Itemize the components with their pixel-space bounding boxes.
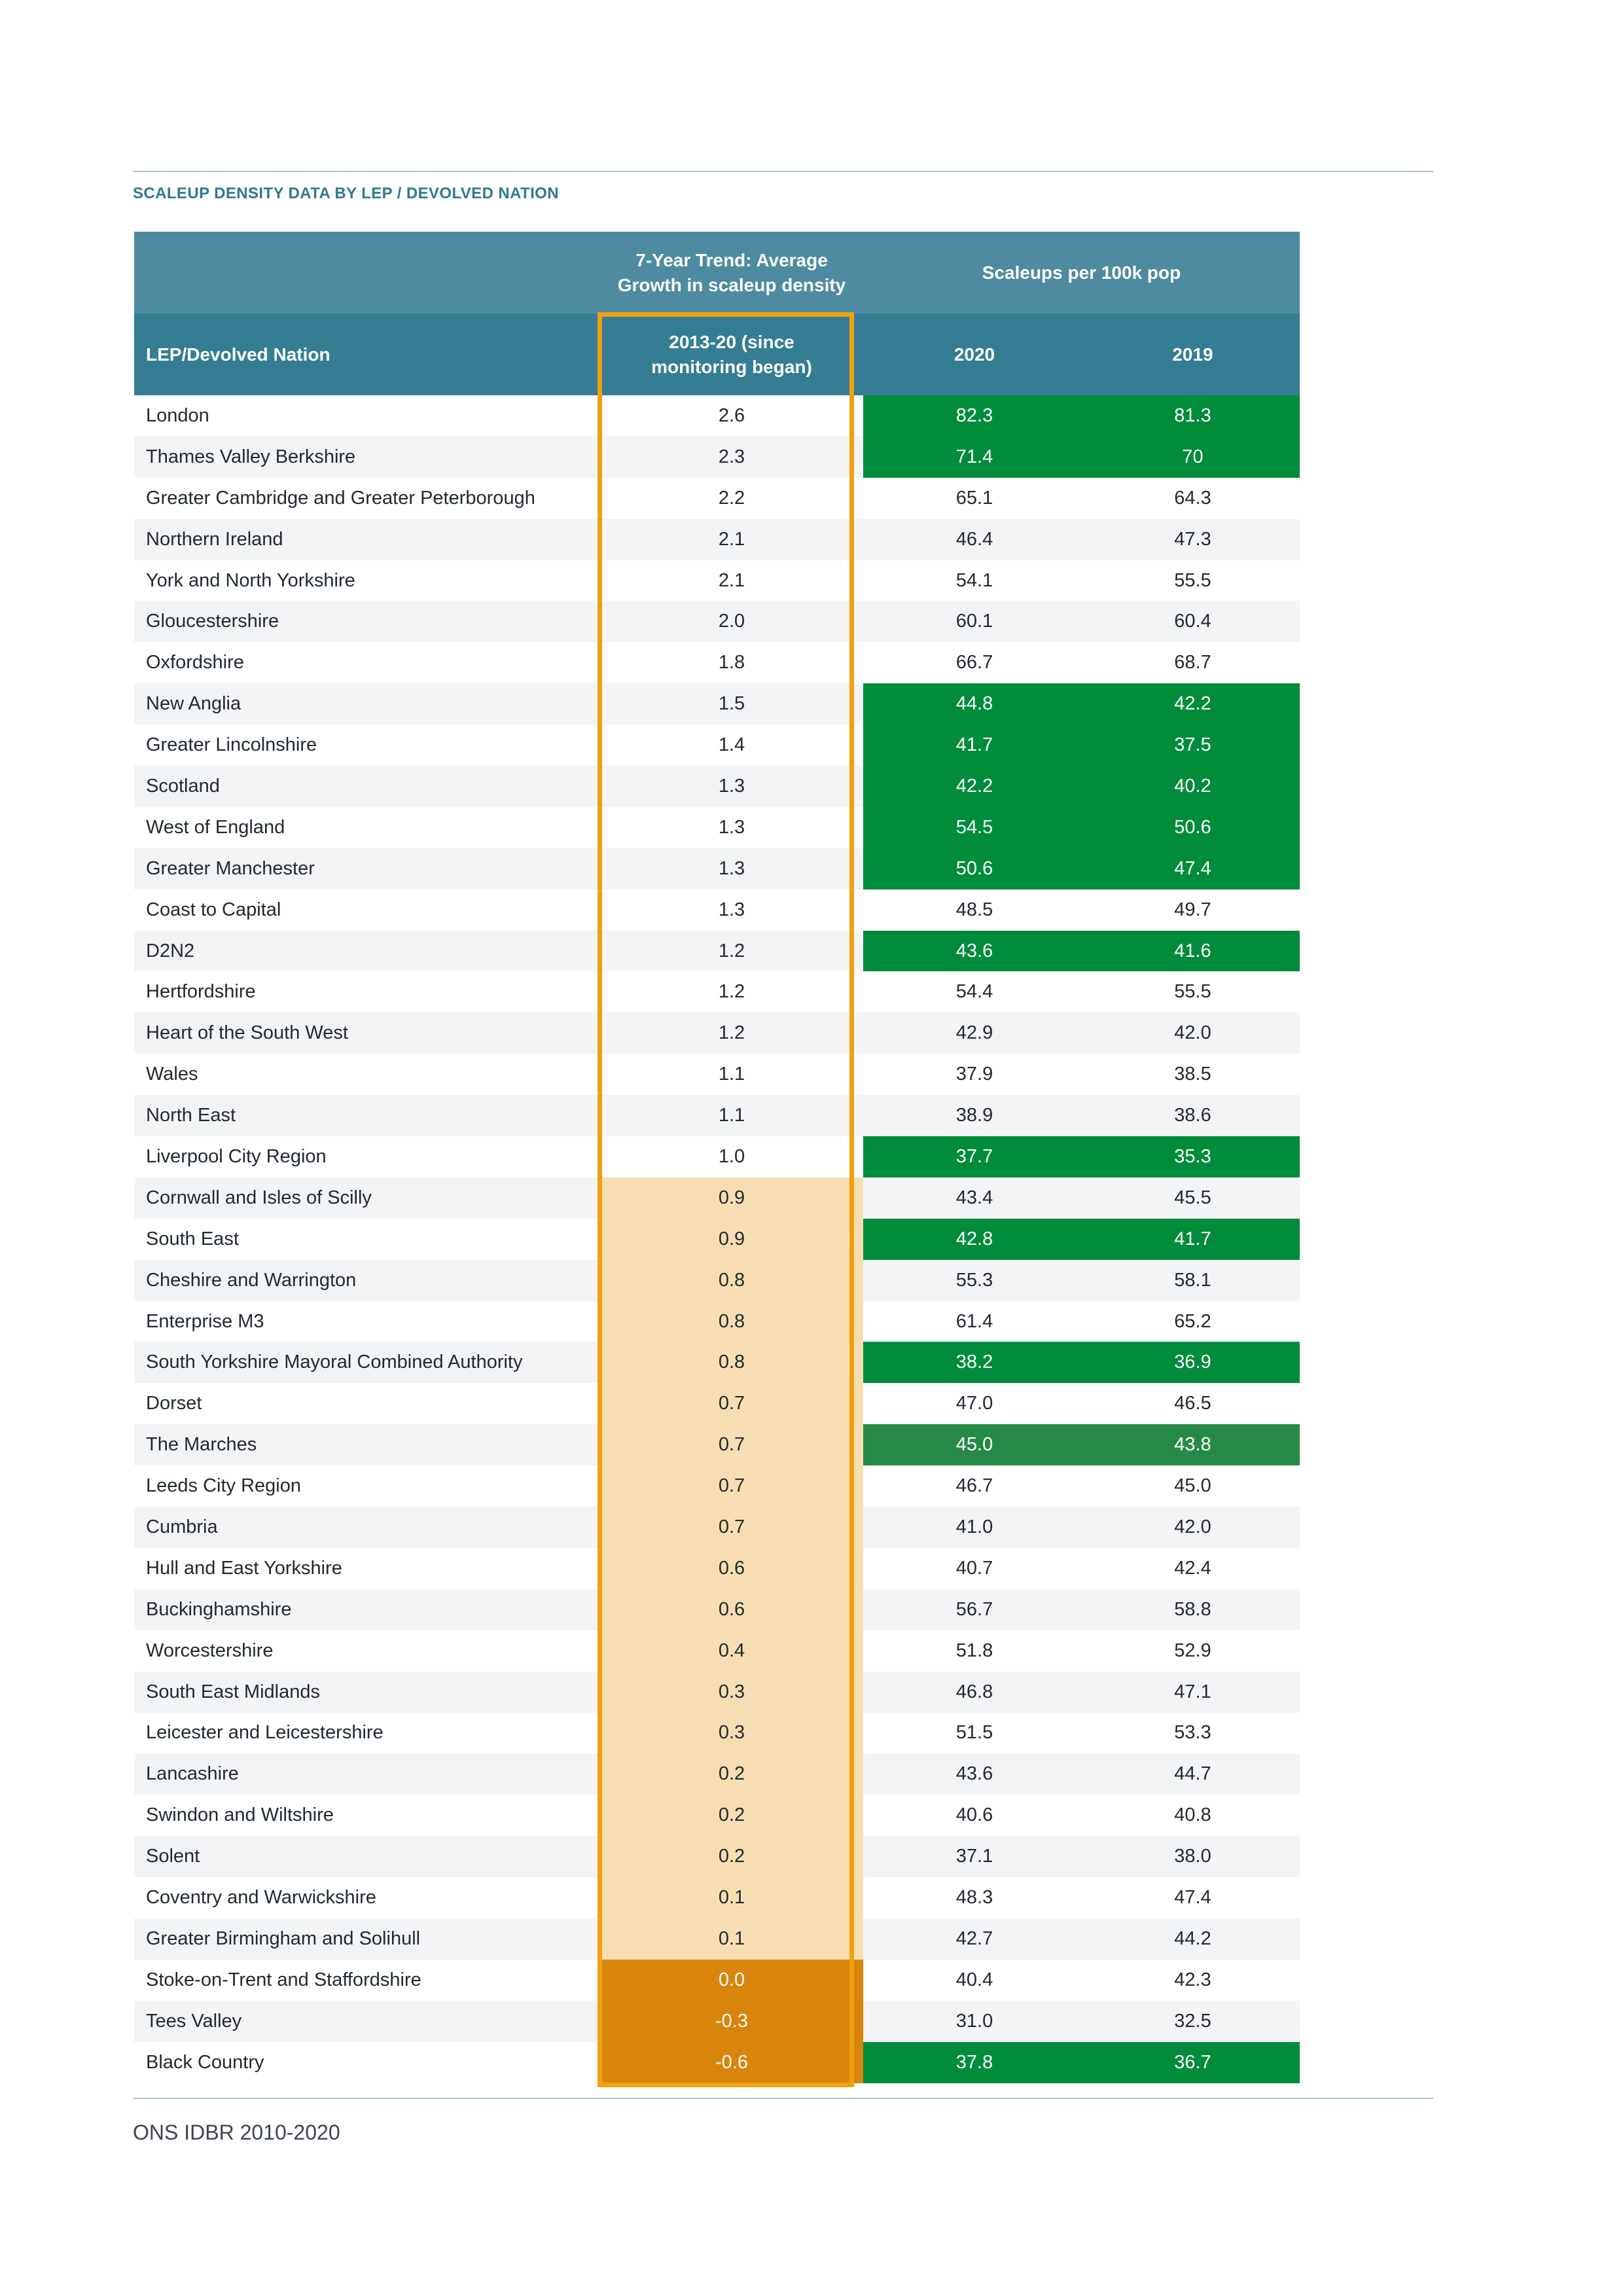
- density-2019: 58.8: [1086, 1589, 1300, 1630]
- density-2020: 37.9: [955, 1064, 993, 1085]
- density-2020: 41.0: [863, 1507, 1086, 1548]
- density-2019: 41.7: [1086, 1219, 1300, 1260]
- table-row: [134, 560, 1300, 601]
- density-2019: 43.8: [1086, 1424, 1300, 1465]
- trend-value: 0.3: [600, 1672, 863, 1713]
- density-2019: 42.0: [1086, 1013, 1300, 1054]
- density-2020: 42.9: [863, 1013, 1086, 1054]
- density-2019: 45.5: [1086, 1177, 1300, 1219]
- lep-name: Heart of the South West: [134, 1013, 600, 1054]
- table-header-bottom: [134, 314, 1300, 395]
- trend-value: 1.3: [718, 899, 745, 920]
- density-2019: 65.2: [1174, 1310, 1211, 1332]
- table-row: [134, 395, 1300, 437]
- section-title: SCALEUP DENSITY DATA BY LEP / DEVOLVED NATION: [133, 185, 559, 202]
- trend-value: 1.3: [718, 816, 745, 838]
- table-row: [134, 601, 1300, 642]
- density-2020: 54.1: [955, 569, 993, 591]
- table-row: [134, 1260, 1300, 1301]
- table-row: [134, 1177, 1300, 1219]
- trend-value: 0.1: [600, 1918, 863, 1960]
- table-row: [134, 519, 1300, 560]
- trend-value: 0.7: [600, 1383, 863, 1424]
- density-2020: 31.0: [863, 2001, 1086, 2042]
- density-2019: 52.9: [1174, 1640, 1211, 1661]
- trend-value: 0.8: [600, 1342, 863, 1383]
- table-header-top: [134, 232, 1300, 314]
- lep-name: Enterprise M3: [146, 1310, 264, 1332]
- density-2019: 42.0: [1086, 1507, 1300, 1548]
- trend-value: 0.2: [600, 1753, 863, 1795]
- trend-value: 0.7: [600, 1507, 863, 1548]
- table-row: [134, 1424, 1300, 1465]
- lep-name: Black Country: [146, 2051, 264, 2073]
- density-2020: 37.7: [863, 1136, 1086, 1177]
- lep-name: Coventry and Warwickshire: [146, 1887, 376, 1908]
- lep-name: York and North Yorkshire: [146, 569, 355, 591]
- table-row: [134, 2001, 1300, 2042]
- lep-name: The Marches: [134, 1424, 600, 1465]
- lep-name: Gloucestershire: [134, 601, 600, 642]
- trend-value: 2.2: [718, 487, 745, 509]
- density-2020: 61.4: [955, 1310, 993, 1332]
- trend-value: 2.6: [718, 404, 745, 426]
- density-2020: 56.7: [863, 1589, 1086, 1630]
- density-2020: 65.1: [955, 487, 993, 509]
- table-row: [134, 1877, 1300, 1918]
- trend-value: 1.2: [600, 931, 863, 972]
- table-row: [134, 1342, 1300, 1383]
- lep-name: Oxfordshire: [146, 652, 244, 673]
- table-row: [134, 1672, 1300, 1713]
- density-2020: 46.7: [955, 1475, 993, 1497]
- table-body: [134, 395, 1300, 2083]
- density-2019: 60.4: [1086, 601, 1300, 642]
- density-2019: 46.5: [1174, 1393, 1211, 1414]
- trend-value: 1.2: [718, 981, 745, 1003]
- density-2019: 42.3: [1174, 1969, 1211, 1990]
- density-2020: 48.5: [955, 899, 993, 920]
- trend-value: 1.3: [600, 766, 863, 807]
- lep-name: South East: [146, 1228, 239, 1249]
- name-column-header: LEP/Devolved Nation: [146, 344, 330, 365]
- density-2019: 36.7: [1086, 2042, 1300, 2083]
- density-2019: 35.3: [1086, 1136, 1300, 1177]
- trend-title-line1: 7-Year Trend: Average: [635, 249, 828, 270]
- density-2019: 38.0: [1086, 1836, 1300, 1877]
- density-2019: 55.5: [1174, 569, 1211, 591]
- trend-value: 0.0: [600, 1960, 863, 2001]
- trend-value: -0.3: [600, 2001, 863, 2042]
- trend-value: 1.1: [718, 1064, 745, 1085]
- density-2020: 47.0: [955, 1393, 993, 1414]
- lep-name: Northern Ireland: [134, 519, 600, 560]
- density-2019: 40.8: [1174, 1804, 1211, 1826]
- density-2020: 40.7: [955, 1557, 993, 1579]
- header-blank-cell: [134, 232, 600, 314]
- year-2019-header: 2019: [1172, 344, 1213, 365]
- density-2019: 42.4: [1174, 1557, 1211, 1579]
- density-2020: 51.8: [955, 1640, 993, 1661]
- density-2020: 71.4: [863, 437, 1086, 478]
- lep-name: Dorset: [146, 1393, 202, 1414]
- trend-value: 1.4: [718, 734, 745, 756]
- density-2019: 44.2: [1086, 1918, 1300, 1960]
- table-row: [134, 1836, 1300, 1877]
- trend-value: -0.6: [600, 2042, 863, 2083]
- density-2019: 40.2: [1086, 766, 1300, 807]
- density-2019: 49.7: [1174, 899, 1211, 920]
- density-2019: 47.1: [1086, 1672, 1300, 1713]
- lep-name: Leicester and Leicestershire: [146, 1722, 383, 1744]
- table-row: [134, 2042, 1300, 2083]
- lep-name: Cumbria: [134, 1507, 600, 1548]
- density-2020: 51.5: [955, 1722, 993, 1744]
- density-2020: 43.6: [863, 931, 1086, 972]
- trend-column-title: [600, 232, 863, 314]
- density-2019: 68.7: [1174, 652, 1211, 673]
- table-row: [134, 1095, 1300, 1136]
- lep-name: Scotland: [134, 766, 600, 807]
- table-row: [134, 1589, 1300, 1630]
- density-2020: 41.7: [863, 725, 1086, 766]
- lep-name: Swindon and Wiltshire: [146, 1804, 334, 1826]
- top-divider: [133, 171, 1433, 172]
- trend-value: 0.2: [600, 1795, 863, 1836]
- density-2019: 55.5: [1174, 981, 1211, 1003]
- table-row: [134, 807, 1300, 848]
- density-2019: 53.3: [1174, 1722, 1211, 1744]
- table-row: [134, 1918, 1300, 1960]
- source-note: ONS IDBR 2010-2020: [133, 2121, 340, 2144]
- lep-name: Liverpool City Region: [146, 1145, 327, 1167]
- density-2020: 82.3: [863, 395, 1086, 437]
- table-row: [134, 766, 1300, 807]
- lep-name: Buckinghamshire: [134, 1589, 600, 1630]
- table-row: [134, 1013, 1300, 1054]
- scaleup-density-table: [134, 232, 1300, 2083]
- density-2020: 42.7: [863, 1918, 1086, 1960]
- lep-name: Lancashire: [134, 1753, 600, 1795]
- density-2020: 42.2: [863, 766, 1086, 807]
- table-row: [134, 437, 1300, 478]
- density-2020: 48.3: [955, 1887, 993, 1908]
- trend-value: 0.7: [600, 1465, 863, 1507]
- density-column-title: Scaleups per 100k pop: [982, 262, 1181, 283]
- trend-title-line2: Growth in scaleup density: [617, 274, 846, 295]
- density-2020: 44.8: [863, 683, 1086, 725]
- trend-value: 0.2: [600, 1836, 863, 1877]
- trend-value: 0.9: [600, 1177, 863, 1219]
- trend-value: 0.4: [600, 1630, 863, 1672]
- table-row: [134, 1753, 1300, 1795]
- lep-name: Stoke-on-Trent and Staffordshire: [146, 1969, 421, 1990]
- density-2020: 40.4: [955, 1969, 993, 1990]
- table-row: [134, 725, 1300, 766]
- density-2019: 37.5: [1086, 725, 1300, 766]
- table-row: [134, 1054, 1300, 1095]
- lep-name: South East Midlands: [134, 1672, 600, 1713]
- lep-name: Thames Valley Berkshire: [134, 437, 600, 478]
- density-2020: 43.4: [863, 1177, 1086, 1219]
- trend-value: 0.8: [600, 1260, 863, 1301]
- trend-value: 1.2: [600, 1013, 863, 1054]
- lep-name: Worcestershire: [146, 1640, 274, 1661]
- table-row: [134, 1465, 1300, 1507]
- lep-name: North East: [134, 1095, 600, 1136]
- density-2019: 38.6: [1086, 1095, 1300, 1136]
- table-row: [134, 642, 1300, 683]
- density-2019: 58.1: [1086, 1260, 1300, 1301]
- period-line2: monitoring began): [651, 356, 812, 377]
- density-2019: 47.3: [1086, 519, 1300, 560]
- table-row: [134, 1301, 1300, 1342]
- period-line1: 2013-20 (since: [669, 331, 794, 352]
- table-row: [134, 1795, 1300, 1836]
- lep-name: Leeds City Region: [146, 1475, 301, 1497]
- table-row: [134, 889, 1300, 931]
- table-row: [134, 1219, 1300, 1260]
- lep-name: Solent: [134, 1836, 600, 1877]
- density-2020: 38.9: [863, 1095, 1086, 1136]
- density-2019: 70: [1086, 437, 1300, 478]
- trend-value: 0.8: [600, 1301, 863, 1342]
- trend-value: 0.7: [600, 1424, 863, 1465]
- trend-value: 0.1: [600, 1877, 863, 1918]
- density-2020: 60.1: [863, 601, 1086, 642]
- trend-value: 1.3: [600, 848, 863, 889]
- density-2019: 41.6: [1086, 931, 1300, 972]
- table-row: [134, 1960, 1300, 2001]
- density-2020: 40.6: [955, 1804, 993, 1826]
- table-row: [134, 1713, 1300, 1754]
- trend-value: 2.1: [600, 519, 863, 560]
- density-2020: 50.6: [863, 848, 1086, 889]
- density-2019: 50.6: [1086, 807, 1300, 848]
- lep-name: Greater Manchester: [134, 848, 600, 889]
- bottom-divider: [133, 2098, 1433, 2099]
- trend-value: 1.5: [600, 683, 863, 725]
- year-2020-header: 2020: [954, 344, 995, 365]
- trend-value: 0.9: [600, 1219, 863, 1260]
- lep-name: Coast to Capital: [146, 899, 281, 920]
- trend-value: 0.6: [600, 1589, 863, 1630]
- density-2020: 45.0: [863, 1424, 1086, 1465]
- trend-value: 1.0: [718, 1145, 745, 1167]
- table-row: [134, 848, 1300, 889]
- lep-name: Hull and East Yorkshire: [146, 1557, 342, 1579]
- period-column-header: [600, 314, 863, 395]
- density-2020: 37.8: [863, 2042, 1086, 2083]
- lep-name: Greater Birmingham and Solihull: [134, 1918, 600, 1960]
- lep-name: Hertfordshire: [146, 981, 256, 1003]
- density-2020: 43.6: [863, 1753, 1086, 1795]
- density-2019: 81.3: [1086, 395, 1300, 437]
- trend-value: 1.8: [718, 652, 745, 673]
- density-2019: 64.3: [1174, 487, 1211, 509]
- density-2020: 38.2: [863, 1342, 1086, 1383]
- density-2019: 47.4: [1174, 1887, 1211, 1908]
- table-row: [134, 1630, 1300, 1672]
- lep-name: West of England: [146, 816, 285, 838]
- density-2020: 46.8: [863, 1672, 1086, 1713]
- lep-name: Cornwall and Isles of Scilly: [134, 1177, 600, 1219]
- trend-value: 2.0: [600, 601, 863, 642]
- lep-name: Tees Valley: [134, 2001, 600, 2042]
- density-2020: 54.5: [863, 807, 1086, 848]
- lep-name: Cheshire and Warrington: [134, 1260, 600, 1301]
- density-2019: 42.2: [1086, 683, 1300, 725]
- density-2019: 38.5: [1174, 1064, 1211, 1085]
- table-row: [134, 683, 1300, 725]
- table-row: [134, 478, 1300, 519]
- table-row: [134, 1383, 1300, 1424]
- lep-name: Greater Cambridge and Greater Peterborough: [146, 487, 535, 509]
- density-2020: 66.7: [955, 652, 993, 673]
- trend-value: 2.1: [718, 569, 745, 591]
- lep-name: New Anglia: [134, 683, 600, 725]
- trend-value: 1.1: [600, 1095, 863, 1136]
- table-row: [134, 1507, 1300, 1548]
- trend-value: 0.3: [600, 1713, 863, 1754]
- lep-name: Wales: [146, 1064, 198, 1085]
- density-2019: 45.0: [1174, 1475, 1211, 1497]
- density-2020: 46.4: [863, 519, 1086, 560]
- lep-name: London: [146, 404, 209, 426]
- trend-value: 0.6: [600, 1548, 863, 1589]
- lep-name: South Yorkshire Mayoral Combined Authority: [134, 1342, 600, 1383]
- table-row: [134, 971, 1300, 1013]
- density-2020: 42.8: [863, 1219, 1086, 1260]
- lep-name: D2N2: [134, 931, 600, 972]
- density-2019: 44.7: [1086, 1753, 1300, 1795]
- table-row: [134, 1136, 1300, 1177]
- density-2020: 54.4: [955, 981, 993, 1003]
- table-row: [134, 931, 1300, 972]
- density-2020: 37.1: [863, 1836, 1086, 1877]
- table-row: [134, 1548, 1300, 1589]
- density-2019: 36.9: [1086, 1342, 1300, 1383]
- trend-value: 2.3: [600, 437, 863, 478]
- density-2019: 47.4: [1086, 848, 1300, 889]
- lep-name: Greater Lincolnshire: [146, 734, 317, 756]
- density-2020: 55.3: [863, 1260, 1086, 1301]
- density-2019: 32.5: [1086, 2001, 1300, 2042]
